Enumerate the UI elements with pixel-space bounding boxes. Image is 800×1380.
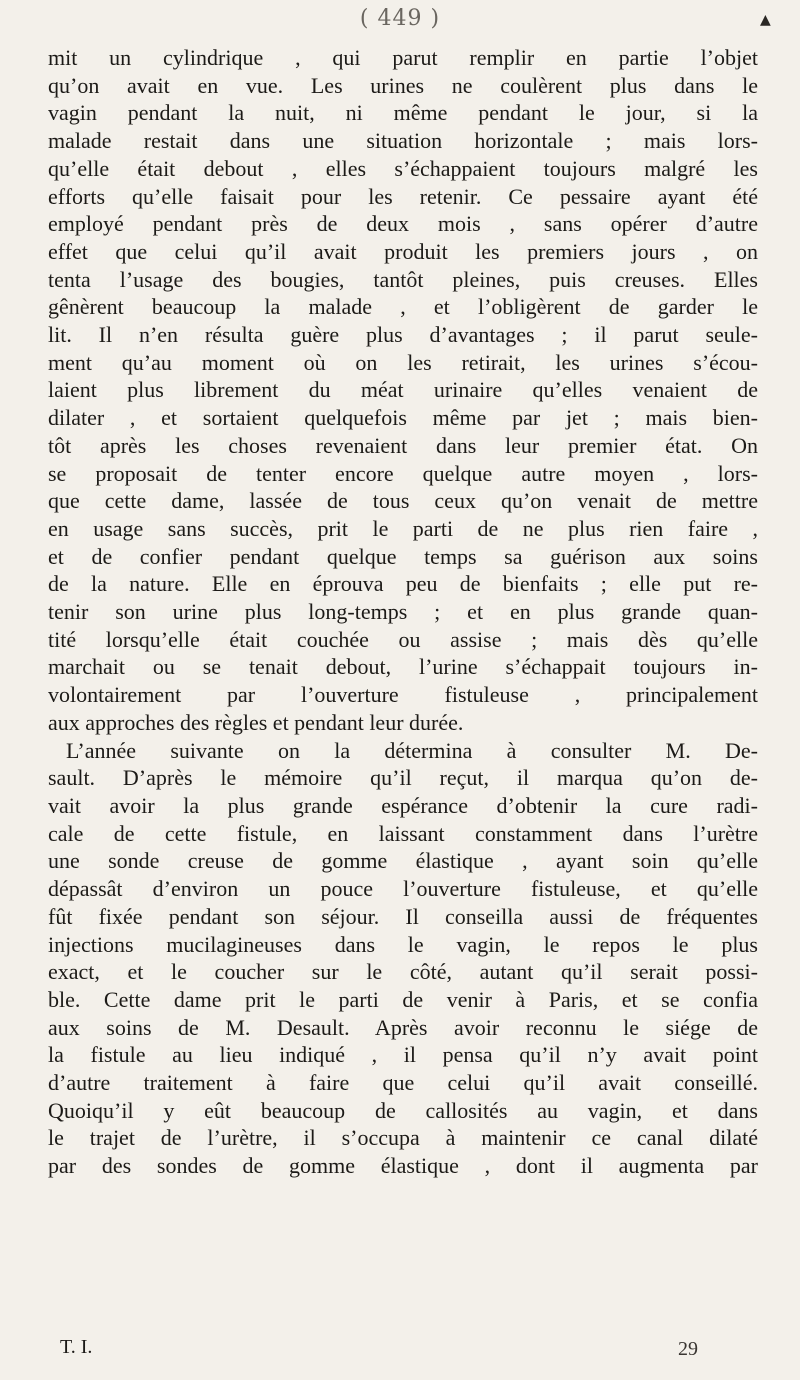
text-line: la fistule au lieu indiqué , il pensa qu’il n’y avait point (48, 1042, 758, 1068)
text-line: tôt après les choses revenaient dans leur premier état. On (48, 432, 758, 458)
page-number: ( 449 ) (359, 6, 441, 31)
text-line: tenir son urine plus long-temps ; et en plus grande quan- (48, 599, 758, 625)
text-line: effet que celui qu’il avait produit les premiers jours , on (48, 238, 758, 264)
text-line: que cette dame, lassée de tous ceux qu’on venait de mettre (48, 488, 758, 514)
text-line: fût fixée pendant son séjour. Il conseilla aussi de fréquentes (48, 903, 758, 929)
text-line: ble. Cette dame prit le parti de venir à Paris, et se confia (48, 986, 758, 1012)
printer-mark: ▲ (760, 12, 771, 28)
text-line: ment qu’au moment où on les retirait, les urines s’écou- (48, 349, 758, 375)
text-line: tenta l’usage des bougies, tantôt pleines, puis creuses. Elles (48, 266, 758, 292)
text-line: exact, et le coucher sur le côté, autant qu’il serait possi- (48, 959, 758, 985)
text-line: se proposait de tenter encore quelque autre moyen , lors- (48, 460, 758, 486)
text-line: tité lorsqu’elle était couchée ou assise ; mais dès qu’elle (48, 626, 758, 652)
text-line: malade restait dans une situation horizontale ; mais lors- (48, 128, 758, 154)
text-line: le trajet de l’urètre, il s’occupa à maintenir ce canal dilaté (48, 1125, 758, 1151)
text-line: de la nature. Elle en éprouva peu de bienfaits ; elle put re- (48, 571, 758, 597)
text-line: aux soins de M. Desault. Après avoir reconnu le siége de (48, 1014, 758, 1040)
body-text (48, 44, 758, 1180)
text-line: vagin pendant la nuit, ni même pendant le jour, si la (48, 100, 758, 126)
text-line: L’année suivante on la détermina à consulter M. De- (66, 737, 758, 763)
text-line: et de confier pendant quelque temps sa guérison aux soins (48, 543, 758, 569)
text-line: volontairement par l’ouverture fistuleuse , principalement (48, 682, 758, 708)
text-line: marchait ou se tenait debout, l’urine s’échappait toujours in- (48, 654, 758, 680)
text-line: mit un cylindrique , qui parut remplir en partie l’objet (48, 45, 758, 70)
text-line: dilater , et sortaient quelquefois même par jet ; mais bien- (48, 405, 758, 431)
text-line: une sonde creuse de gomme élastique , ayant soin qu’elle (48, 848, 758, 874)
text-line: efforts qu’elle faisait pour les retenir. Ce pessaire ayant été (48, 183, 758, 209)
text-line: injections mucilagineuses dans le vagin, le repos le plus (48, 931, 758, 957)
text-line: qu’on avait en vue. Les urines ne coulèrent plus dans le (48, 72, 758, 98)
text-line: dépassât d’environ un pouce l’ouverture fistuleuse, et qu’elle (48, 876, 758, 902)
text-line: gênèrent beaucoup la malade , et l’obligèrent de garder le (48, 294, 758, 320)
text-line: employé pendant près de deux mois , sans opérer d’autre (48, 211, 758, 237)
text-line: sault. D’après le mémoire qu’il reçut, il marqua qu’on de- (48, 765, 758, 791)
text-line: par des sondes de gomme élastique , dont il augmenta par (48, 1153, 758, 1179)
page-footer (48, 1336, 758, 1366)
signature-mark: T. I. (60, 1336, 93, 1358)
text-line: cale de cette fistule, en laissant constamment dans l’urètre (48, 820, 758, 846)
text-line: aux approches des règles et pendant leur durée. (48, 709, 464, 735)
text-line: vait avoir la plus grande espérance d’obtenir la cure radi- (48, 792, 758, 818)
text-line: en usage sans succès, prit le parti de ne plus rien faire , (48, 515, 758, 541)
text-line: qu’elle était debout , elles s’échappaient toujours malgré les (48, 155, 758, 181)
folio-number: 29 (678, 1338, 698, 1360)
text-line: lit. Il n’en résulta guère plus d’avantages ; il parut seule- (48, 322, 758, 348)
text-line: laient plus librement du méat urinaire qu’elles venaient de (48, 377, 758, 403)
text-line: Quoiqu’il y eût beaucoup de callosités au vagin, et dans (48, 1097, 758, 1123)
text-line: d’autre traitement à faire que celui qu’il avait conseillé. (48, 1070, 758, 1096)
